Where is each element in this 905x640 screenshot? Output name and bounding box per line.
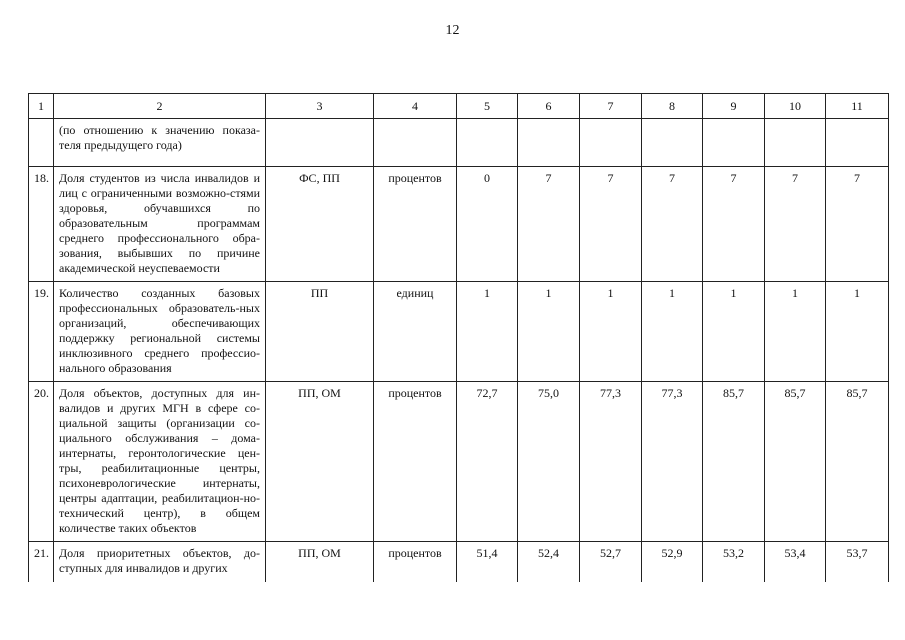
source-cell: ПП, ОМ bbox=[266, 382, 374, 542]
value-cell: 51,4 bbox=[457, 542, 518, 582]
value-cell: 85,7 bbox=[703, 382, 765, 542]
indicators-table bbox=[28, 93, 889, 582]
row-number: 20. bbox=[29, 382, 54, 542]
value-cell bbox=[457, 119, 518, 167]
table-row bbox=[29, 119, 889, 167]
value-cell: 1 bbox=[580, 282, 642, 382]
value-cell bbox=[765, 119, 826, 167]
column-header: 1 bbox=[29, 94, 54, 119]
value-cell: 0 bbox=[457, 167, 518, 282]
value-cell: 53,4 bbox=[765, 542, 826, 582]
indicator-name: Доля объектов, доступных для ин-валидов и других МГН в сфере со-циальной защиты (организации со-циального обслуживания – дома-интернаты, геронтологические цен-тры, реабилитационные центры, психоневрологические интернаты, центры адаптации, реабилитацион-но-технический центр), в общем количестве таких объектов bbox=[54, 382, 266, 542]
indicator-name: Доля студентов из числа инвалидов и лиц с ограниченными возможно-стями здоровья, обучавшихся по образовательным программам среднего профессионального обра-зования, выбывших по причине академической неуспеваемости bbox=[54, 167, 266, 282]
unit-cell: процентов bbox=[374, 542, 457, 582]
indicator-name: Количество созданных базовых профессиональных образователь-ных организаций, обеспечивающих поддержку региональной системы инклюзивного среднего профессио-нального образования bbox=[54, 282, 266, 382]
table-row bbox=[29, 282, 889, 382]
value-cell: 75,0 bbox=[518, 382, 580, 542]
value-cell: 7 bbox=[642, 167, 703, 282]
indicator-name: (по отношению к значению показа-теля предыдущего года) bbox=[54, 119, 266, 167]
column-header: 3 bbox=[266, 94, 374, 119]
unit-cell bbox=[374, 119, 457, 167]
value-cell: 52,9 bbox=[642, 542, 703, 582]
value-cell: 1 bbox=[703, 282, 765, 382]
column-header: 9 bbox=[703, 94, 765, 119]
value-cell bbox=[642, 119, 703, 167]
source-cell bbox=[266, 119, 374, 167]
value-cell: 1 bbox=[765, 282, 826, 382]
value-cell: 7 bbox=[703, 167, 765, 282]
value-cell: 72,7 bbox=[457, 382, 518, 542]
value-cell bbox=[580, 119, 642, 167]
column-header: 11 bbox=[826, 94, 889, 119]
table-row bbox=[29, 382, 889, 542]
value-cell: 53,7 bbox=[826, 542, 889, 582]
table-row bbox=[29, 542, 889, 582]
value-cell bbox=[703, 119, 765, 167]
row-number: 19. bbox=[29, 282, 54, 382]
unit-cell: процентов bbox=[374, 167, 457, 282]
column-header: 8 bbox=[642, 94, 703, 119]
value-cell: 1 bbox=[518, 282, 580, 382]
value-cell: 7 bbox=[765, 167, 826, 282]
value-cell: 52,7 bbox=[580, 542, 642, 582]
row-number bbox=[29, 119, 54, 167]
column-header: 4 bbox=[374, 94, 457, 119]
value-cell: 7 bbox=[826, 167, 889, 282]
value-cell: 77,3 bbox=[580, 382, 642, 542]
value-cell: 1 bbox=[642, 282, 703, 382]
value-cell: 7 bbox=[518, 167, 580, 282]
value-cell: 7 bbox=[580, 167, 642, 282]
column-header: 7 bbox=[580, 94, 642, 119]
value-cell bbox=[518, 119, 580, 167]
row-number: 18. bbox=[29, 167, 54, 282]
value-cell: 85,7 bbox=[826, 382, 889, 542]
value-cell: 52,4 bbox=[518, 542, 580, 582]
column-number-row bbox=[29, 94, 889, 119]
value-cell: 85,7 bbox=[765, 382, 826, 542]
unit-cell: единиц bbox=[374, 282, 457, 382]
source-cell: ФС, ПП bbox=[266, 167, 374, 282]
table-row bbox=[29, 167, 889, 282]
value-cell: 77,3 bbox=[642, 382, 703, 542]
value-cell bbox=[826, 119, 889, 167]
value-cell: 1 bbox=[826, 282, 889, 382]
column-header: 6 bbox=[518, 94, 580, 119]
source-cell: ПП bbox=[266, 282, 374, 382]
column-header: 2 bbox=[54, 94, 266, 119]
row-number: 21. bbox=[29, 542, 54, 582]
page-number: 12 bbox=[445, 23, 460, 38]
column-header: 10 bbox=[765, 94, 826, 119]
unit-cell: процентов bbox=[374, 382, 457, 542]
column-header: 5 bbox=[457, 94, 518, 119]
indicator-name: Доля приоритетных объектов, до-ступных для инвалидов и других bbox=[54, 542, 266, 582]
value-cell: 1 bbox=[457, 282, 518, 382]
value-cell: 53,2 bbox=[703, 542, 765, 582]
source-cell: ПП, ОМ bbox=[266, 542, 374, 582]
